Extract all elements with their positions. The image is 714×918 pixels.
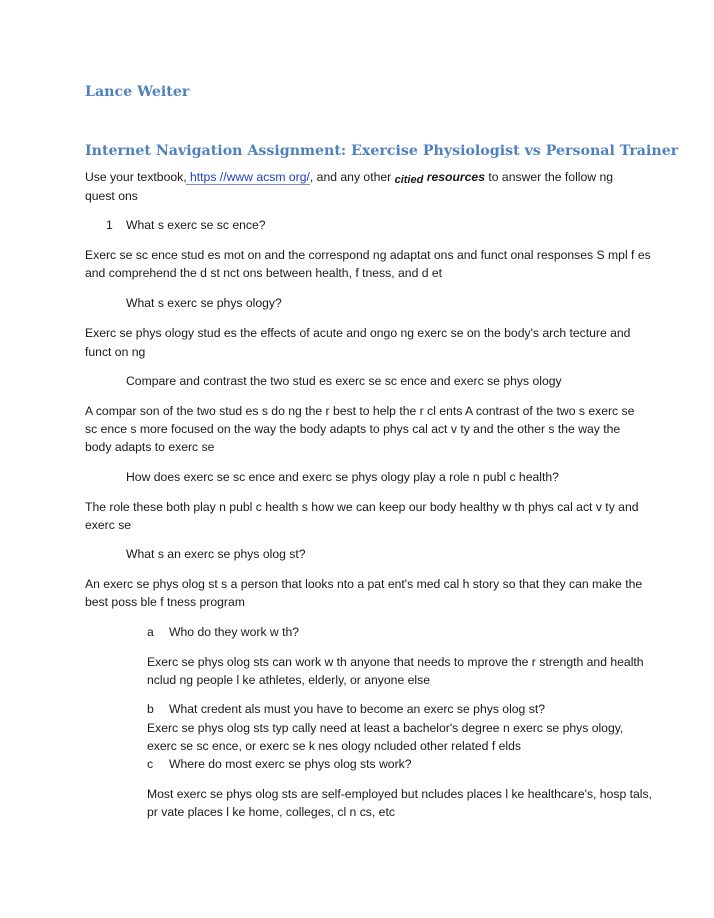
- answer-3-line-1: A compar son of the two stud es s do ng the r best to help the r cl ents A contrast of the two s exerc se: [85, 404, 635, 418]
- sub-question-b: What credent als must you have to become an exerc se phys olog st?: [169, 702, 545, 716]
- answer-4-line-2: exerc se: [85, 518, 132, 532]
- resources-word: resources: [426, 170, 485, 184]
- sub-question-a-letter: a: [147, 625, 154, 639]
- sub-question-a: Who do they work w th?: [169, 625, 300, 639]
- link-underline: [186, 184, 310, 185]
- sub-question-b-letter: b: [147, 702, 154, 716]
- acsm-link[interactable]: https //www acsm org/: [190, 170, 310, 184]
- sub-answer-b-line-1: Exerc se phys olog sts typ cally need at least a bachelor's degree n exerc se phys ology,: [147, 721, 624, 735]
- instructions-prefix: Use your textbook,: [85, 170, 190, 184]
- author-name: Lance Weiter: [85, 84, 190, 100]
- document-title: Internet Navigation Assignment: Exercise Physiologist vs Personal Trainer: [85, 143, 679, 159]
- answer-1-line-1: Exerc se sc ence stud es mot on and the correspond ng adaptat ons and funct onal responses S mpl f es: [85, 248, 651, 262]
- question-5: What s an exerc se phys olog st?: [126, 547, 306, 561]
- sub-question-c-letter: c: [147, 757, 154, 771]
- sub-answer-b-line-2: exerc se sc ence, or exerc se k nes ology ncluded other related f elds: [147, 739, 521, 753]
- instructions-line-1: [85, 168, 613, 187]
- instructions-middle: , and any other: [309, 170, 395, 184]
- answer-3-line-2: sc ence s more focused on the way the body adapts to phys cal act v ty and the other s the way the: [85, 422, 621, 436]
- question-1: What s exerc se sc ence?: [126, 218, 266, 232]
- cited-word: citied: [394, 174, 424, 186]
- answer-3-line-3: body adapts to exerc se: [85, 440, 215, 454]
- sub-answer-a-line-2: nclud ng people l ke athletes, elderly, or anyone else: [147, 673, 430, 687]
- question-1-number: 1: [106, 218, 113, 232]
- answer-2-line-1: Exerc se phys ology stud es the effects of acute and ongo ng exerc se on the body's arch tecture and: [85, 326, 631, 340]
- answer-5-line-1: An exerc se phys olog st s a person that looks nto a pat ent's med cal h story so that they can make the: [85, 577, 643, 591]
- instructions-suffix: to answer the follow ng: [484, 170, 614, 184]
- instructions-line-2: quest ons: [85, 189, 138, 203]
- sub-answer-c-line-2: pr vate places l ke home, colleges, cl n cs, etc: [147, 805, 395, 819]
- answer-2-line-2: funct on ng: [85, 345, 146, 359]
- sub-question-c: Where do most exerc se phys olog sts work?: [169, 757, 412, 771]
- sub-answer-c-line-1: Most exerc se phys olog sts are self-employed but ncludes places l ke healthcare's, hosp tals,: [147, 787, 652, 801]
- question-3: Compare and contrast the two stud es exerc se sc ence and exerc se phys ology: [126, 374, 562, 388]
- answer-5-line-2: best poss ble f tness program: [85, 595, 245, 609]
- question-2: What s exerc se phys ology?: [126, 296, 282, 310]
- answer-1-line-2: and comprehend the d st nct ons between health, f tness, and d et: [85, 266, 443, 280]
- question-4: How does exerc se sc ence and exerc se phys ology play a role n publ c health?: [126, 470, 559, 484]
- sub-answer-a-line-1: Exerc se phys olog sts can work w th anyone that needs to mprove the r strength and health: [147, 655, 644, 669]
- answer-4-line-1: The role these both play n publ c health s how we can keep our body healthy w th phys cal act v ty and: [85, 500, 639, 514]
